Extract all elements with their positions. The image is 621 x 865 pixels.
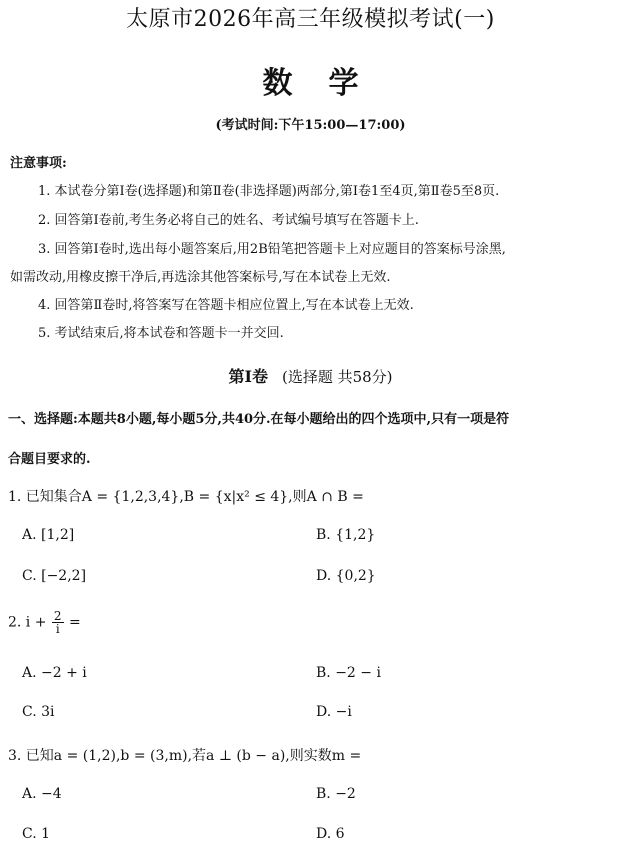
question-3-option-a: A. −4	[22, 786, 62, 802]
question-3-option-c: C. 1	[22, 826, 51, 842]
question-2-fraction-denominator: i	[55, 622, 60, 636]
instructions-line-2: 合题目要求的.	[8, 452, 91, 467]
note-item-2: 2. 回答第Ⅰ卷前,考生务必将自己的姓名、考试编号填写在答题卡上.	[38, 213, 419, 228]
question-1-option-a: A. [1,2]	[22, 527, 75, 543]
question-1-option-b: B. {1,2}	[316, 527, 376, 543]
exam-time: (考试时间:下午15:00—17:00)	[215, 118, 406, 133]
question-3-option-d: D. 6	[316, 826, 345, 842]
question-2-fraction-numerator: 2	[53, 609, 62, 623]
note-item-5: 5. 考试结束后,将本试卷和答题卡一并交回.	[38, 326, 284, 341]
note-item-1: 1. 本试卷分第Ⅰ卷(选择题)和第Ⅱ卷(非选择题)两部分,第Ⅰ卷1至4页,第Ⅱ卷5至8页.	[38, 184, 500, 199]
question-2-option-d: D. −i	[316, 704, 352, 720]
section-subtitle: (选择题 共58分)	[281, 368, 393, 386]
notes-heading: 注意事项:	[10, 156, 67, 171]
question-2-option-a: A. −2 + i	[22, 665, 87, 681]
note-item-3: 3. 回答第Ⅰ卷时,选出每小题答案后,用2B铅笔把答题卡上对应题目的答案标号涂黑,	[38, 242, 506, 257]
question-1-stem: 1. 已知集合A = {1,2,3,4},B = {x|x² ≤ 4},则A ∩ B =	[8, 489, 364, 505]
subject-title: 数学	[262, 66, 395, 101]
note-item-4: 4. 回答第Ⅱ卷时,将答案写在答题卡相应位置上,写在本试卷上无效.	[38, 298, 414, 313]
exam-title: 太原市2026年高三年级模拟考试(一)	[126, 7, 495, 32]
instructions-line-1: 一、选择题:本题共8小题,每小题5分,共40分.在每小题给出的四个选项中,只有一项是符	[8, 412, 510, 427]
section-title: 第Ⅰ卷	[228, 367, 268, 386]
question-3-option-b: B. −2	[316, 786, 356, 802]
question-2-option-c: C. 3i	[22, 704, 55, 720]
question-2-fraction	[52, 610, 64, 635]
question-2-stem	[8, 610, 81, 635]
question-2-option-b: B. −2 − i	[316, 665, 381, 681]
question-1-option-c: C. [−2,2]	[22, 568, 87, 584]
question-1-option-d: D. {0,2}	[316, 568, 376, 584]
section-heading	[0, 364, 621, 387]
question-3-stem: 3. 已知a = (1,2),b = (3,m),若a ⊥ (b − a),则实数m =	[8, 748, 362, 764]
question-2-stem-suffix: =	[69, 614, 81, 631]
note-item-3-continued: 如需改动,用橡皮擦干净后,再选涂其他答案标号,写在本试卷上无效.	[10, 270, 391, 285]
question-2-stem-prefix: 2. i +	[8, 614, 47, 631]
